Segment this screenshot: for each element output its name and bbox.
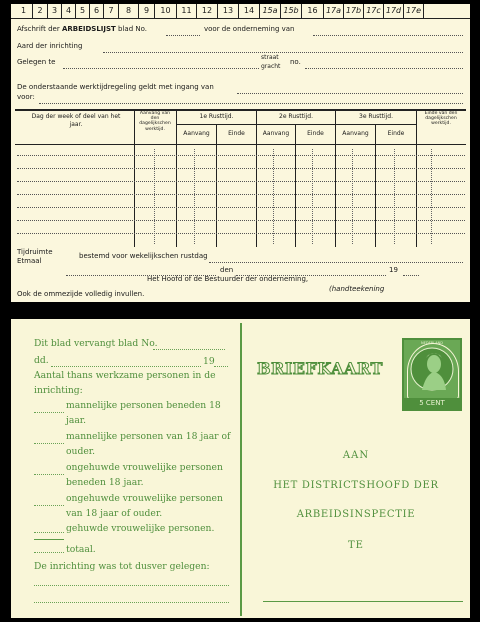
- gelegen-label: Gelegen te: [17, 58, 56, 66]
- count-field-3[interactable]: [34, 474, 64, 475]
- address-aan: AAN: [342, 450, 370, 461]
- sum-rule: [34, 539, 64, 540]
- col-divider: [134, 109, 135, 247]
- item4-b: van 18 jaar of ouder.: [66, 508, 163, 519]
- table-row[interactable]: [17, 207, 465, 208]
- gelegen-field-1[interactable]: [34, 585, 229, 586]
- header-rust3: 3e Rusttijd.: [359, 113, 393, 120]
- rustdag-label: bestemd voor wekelijkschen rustdag: [79, 252, 208, 260]
- column-number-cell: 15b: [281, 4, 302, 18]
- col-divider: [375, 124, 376, 247]
- header-aanvang-1: Aanvang: [183, 130, 210, 137]
- stamp-country: NEDERLAND: [421, 341, 443, 345]
- column-number-cell: 12: [197, 4, 218, 18]
- column-number-cell: 16: [302, 4, 324, 18]
- form-card: [11, 4, 470, 302]
- table-row[interactable]: [17, 181, 465, 182]
- table-dotted-divider: [273, 149, 274, 244]
- header-einde-3: Einde: [387, 130, 405, 137]
- item3-a: ongehuwde vrouwelijke personen: [66, 462, 223, 473]
- header-aanvang-3: Aanvang: [342, 130, 369, 137]
- header-aanvang-dag: Aanvang van den dagelijkschen werktijd.: [139, 111, 171, 132]
- dd-label: dd.: [34, 355, 49, 366]
- column-number-cell: 17d: [384, 4, 404, 18]
- column-number-cell: 3: [48, 4, 62, 18]
- gelegen-field-2[interactable]: [34, 602, 229, 603]
- column-number-cell: 1: [15, 4, 33, 18]
- blad-no-field[interactable]: [166, 35, 200, 36]
- item3-b: beneden 18 jaar.: [66, 477, 144, 488]
- col-divider: [295, 124, 296, 247]
- header-rust2: 2e Rusttijd.: [279, 113, 313, 120]
- column-number-cell: 2: [33, 4, 48, 18]
- briefkaart-title: BRIEFKAART: [257, 359, 383, 378]
- column-number-cell: 17a: [324, 4, 344, 18]
- column-number-cell: 9: [139, 4, 155, 18]
- column-number-cell: 8: [119, 4, 139, 18]
- werktijd-field[interactable]: [237, 93, 463, 94]
- header-rust1: 1e Rusttijd.: [199, 113, 234, 120]
- count-field-4[interactable]: [34, 505, 64, 506]
- rusttijd-sub-rule: [176, 124, 416, 125]
- table-row[interactable]: [17, 194, 465, 195]
- stamp-value: 5 CENT: [404, 398, 460, 409]
- afschrift-prefix: Afschrift der: [17, 25, 60, 33]
- etmaal-label: Etmaal: [17, 257, 42, 265]
- vervangt-label: Dit blad vervangt blad No.: [34, 338, 158, 349]
- column-number-cell: 17e: [404, 4, 424, 18]
- tijdruimte-label: Tijdruimte: [17, 248, 53, 256]
- handteekening-label: (handteekening: [329, 285, 385, 293]
- item4-a: ongehuwde vrouwelijke personen: [66, 493, 223, 504]
- column-number-cell: 14: [239, 4, 260, 18]
- totaal-field[interactable]: [34, 552, 64, 553]
- table-dotted-divider: [312, 149, 313, 244]
- column-number-cell: 6: [90, 4, 104, 18]
- header-einde-1: Einde: [228, 130, 245, 137]
- vervangt-field[interactable]: [153, 349, 225, 350]
- table-header-rule: [15, 144, 466, 145]
- afschrift-suffix: blad No.: [118, 25, 148, 33]
- no-field[interactable]: [305, 68, 463, 69]
- table-row[interactable]: [17, 168, 465, 169]
- column-number-cell: 13: [218, 4, 239, 18]
- onderneming-label: voor de onderneming van: [204, 25, 295, 33]
- rustdag-field[interactable]: [209, 262, 463, 263]
- column-number-cell: 7: [104, 4, 119, 18]
- column-number-cell: 17b: [344, 4, 364, 18]
- aantal-label-1: Aantal thans werkzame personen in de: [34, 370, 216, 381]
- item5: gehuwde vrouwelijke personen.: [66, 523, 215, 534]
- address-bottom-line: [263, 601, 463, 602]
- queen-portrait-icon: [404, 342, 460, 398]
- ommezijde-label: Ook de ommezijde volledig invullen.: [17, 290, 145, 298]
- table-dotted-divider: [154, 149, 155, 244]
- voor-field[interactable]: [39, 103, 463, 104]
- column-number-cell: 11: [177, 4, 197, 18]
- header-dag: Dag der week of deel van het jaar.: [31, 113, 121, 128]
- address-te: TE: [348, 540, 364, 551]
- aard-field[interactable]: [103, 52, 463, 53]
- table-dotted-divider: [352, 149, 353, 244]
- count-field-2[interactable]: [34, 443, 64, 444]
- year-field[interactable]: [403, 275, 419, 276]
- count-field-1[interactable]: [34, 412, 64, 413]
- dd-year-label: 19: [203, 356, 215, 367]
- voor-label: voor:: [17, 93, 35, 101]
- header-aanvang-2: Aanvang: [262, 130, 290, 137]
- address-line2: ARBEIDSINSPECTIE: [296, 509, 416, 520]
- dd-field[interactable]: [51, 366, 201, 367]
- column-number-row: [11, 4, 470, 19]
- col-divider: [216, 124, 217, 247]
- year-label: 19: [389, 266, 398, 274]
- den-label: den: [220, 266, 234, 274]
- dd-year-field[interactable]: [214, 366, 228, 367]
- table-row[interactable]: [17, 220, 465, 221]
- divider-line: [240, 323, 242, 616]
- afschrift-line: [17, 25, 147, 33]
- afschrift-bold: ARBEIDSLIJST: [61, 25, 116, 33]
- aard-label: Aard der inrichting: [17, 42, 83, 50]
- straat-label: straat: [261, 54, 279, 61]
- count-field-5[interactable]: [34, 532, 64, 533]
- address-line1: HET DISTRICTSHOOFD DER: [273, 480, 439, 491]
- column-number-cell: 17c: [364, 4, 384, 18]
- header-einde-dag: Einde van den dagelijkschen werktijd.: [424, 111, 458, 127]
- gracht-label: gracht: [261, 63, 281, 70]
- item2-a: mannelijke personen van 18 jaar of: [66, 431, 231, 442]
- table-dotted-divider: [194, 149, 195, 244]
- werktijd-label: De onderstaande werktijdregeling geldt met ingang van: [17, 83, 214, 91]
- table-row[interactable]: [17, 155, 465, 156]
- table-dotted-divider: [431, 149, 432, 244]
- onderneming-field[interactable]: [313, 35, 463, 36]
- item1-a: mannelijke personen beneden 18: [66, 400, 221, 411]
- column-number-cell: 10: [155, 4, 177, 18]
- hoofd-label: Het Hoofd of de Bestuurder der onderneming,: [147, 275, 309, 283]
- col-divider: [416, 109, 417, 247]
- gelegen-field[interactable]: [63, 68, 259, 69]
- item1-b: jaar.: [66, 415, 87, 426]
- column-number-cell: 5: [76, 4, 90, 18]
- totaal-label: totaal.: [66, 544, 96, 555]
- table-top-rule: [15, 109, 466, 111]
- no-label: no.: [290, 58, 301, 66]
- item2-b: ouder.: [66, 446, 96, 457]
- postcard: [11, 319, 470, 618]
- column-number-cell: 4: [62, 4, 76, 18]
- stamp: [402, 338, 462, 411]
- gelegen-label: De inrichting was tot dusver gelegen:: [34, 561, 210, 572]
- header-einde-2: Einde: [307, 130, 324, 137]
- column-number-cell: 15a: [260, 4, 281, 18]
- table-row[interactable]: [17, 233, 465, 234]
- aantal-label-2: inrichting:: [34, 385, 83, 396]
- table-dotted-divider: [394, 149, 395, 244]
